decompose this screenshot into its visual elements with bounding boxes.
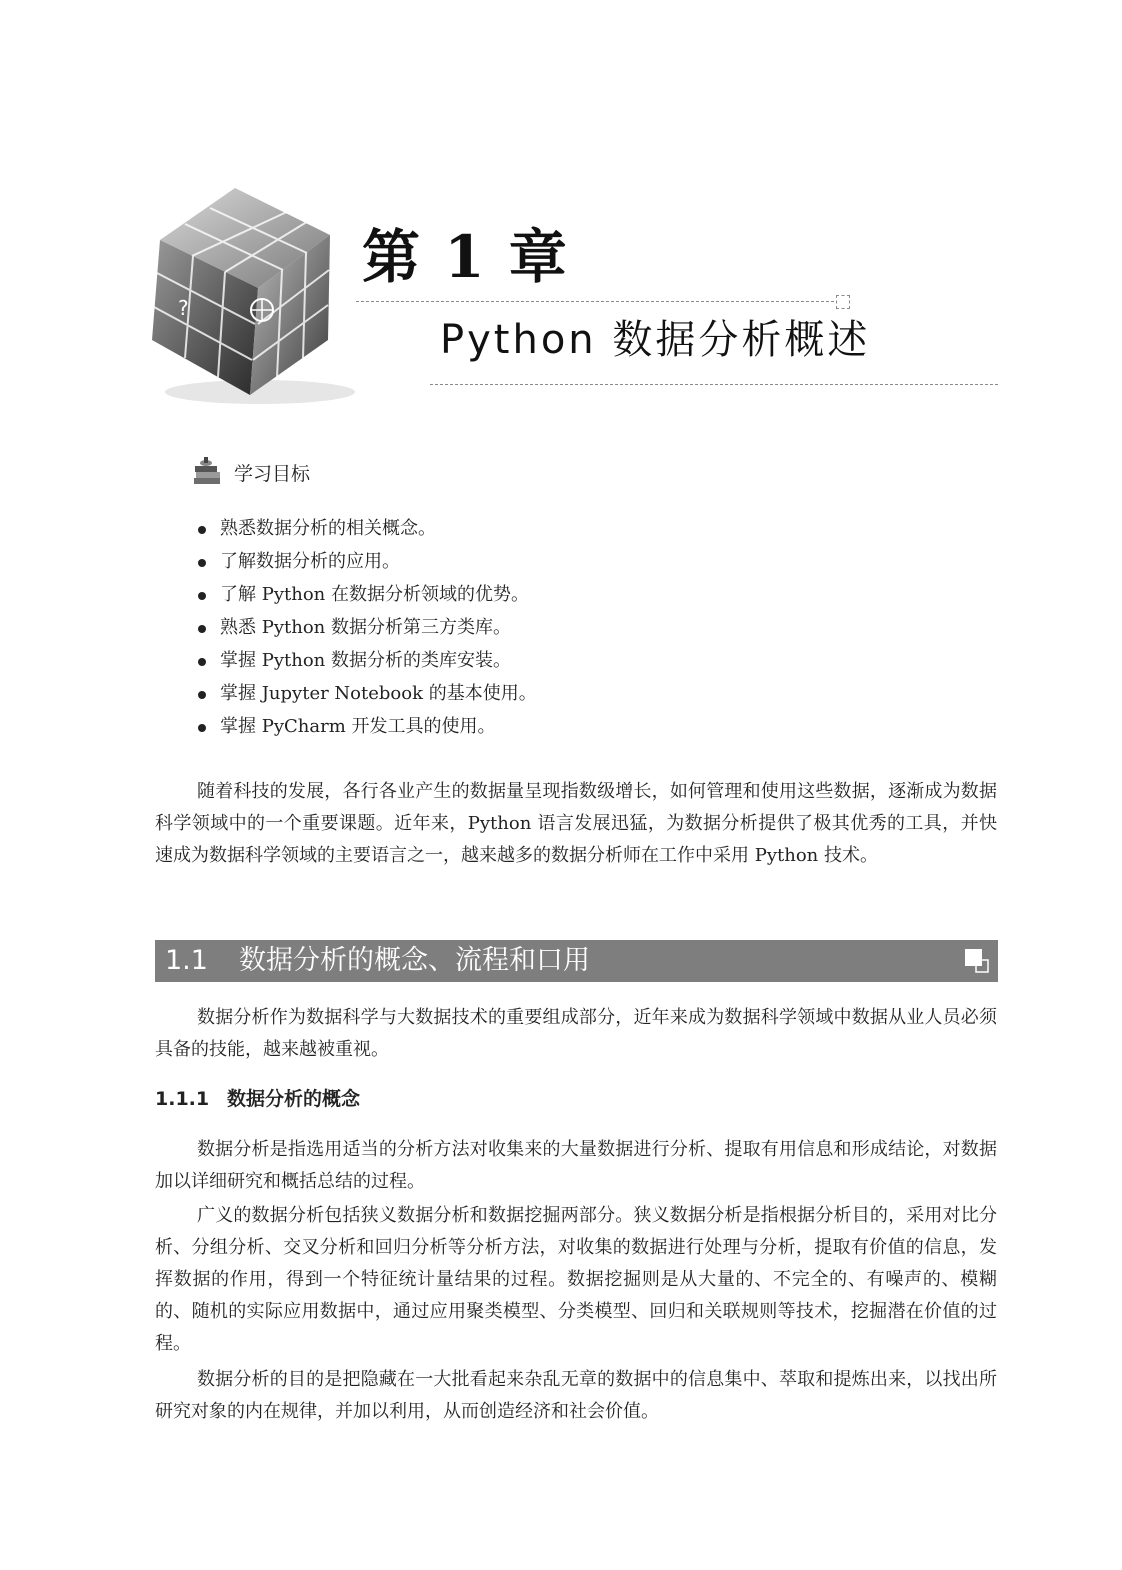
objective-item: 熟悉 Python 数据分析第三方类库。 bbox=[198, 611, 537, 644]
chapter-divider-top bbox=[356, 301, 834, 302]
objective-item: 掌握 Jupyter Notebook 的基本使用。 bbox=[198, 677, 537, 710]
subsection-number: 1.1.1 bbox=[155, 1088, 210, 1110]
body-paragraph: 数据分析的目的是把隐藏在一大批看起来杂乱无章的数据中的信息集中、萃取和提炼出来，以找出所研究对象的内在规律，并加以利用，从而创造经济和社会价值。 bbox=[155, 1369, 997, 1422]
section-heading-bar bbox=[155, 940, 998, 982]
chapter-cube-illustration bbox=[140, 180, 370, 410]
body-paragraph: 广义的数据分析包括狭义数据分析和数据挖掘两部分。狭义数据分析是指根据分析目的，采用对比分析、分组分析、交叉分析和回归分析等分析方法，对收集的数据进行处理与分析，提取有价值的信息，发挥数据的作用，得到一个特征统计量结果的过程。数据挖掘则是从大量的、不完全的、有噪声的、模糊的、随机的实际应用数据中，通过应用聚类模型、分类模型、回归和关联规则等技术，挖掘潜在价值的过程。 bbox=[155, 1205, 997, 1354]
section-intro-paragraph: 数据分析作为数据科学与大数据技术的重要组成部分，近年来成为数据科学领域中数据从业人员必须具备的技能，越来越被重视。 bbox=[155, 1007, 997, 1060]
chapter-divider-bottom bbox=[430, 384, 998, 385]
objectives-heading bbox=[190, 454, 310, 490]
intro-paragraph: 随着科技的发展，各行各业产生的数据量呈现指数级增长，如何管理和使用这些数据，逐渐成为数据科学领域中的一个重要课题。近年来，Python 语言发展迅猛，为数据分析提供了极其优秀的工具，并快速成为数据科学领域的主要语言之一，越来越多的数据分析师在工作中采用 Python 技术。 bbox=[155, 781, 997, 866]
section-corner-icon bbox=[964, 948, 990, 974]
objectives-title: 学习目标 bbox=[234, 462, 311, 485]
chapter-title: Python 数据分析概述 bbox=[440, 317, 871, 363]
subsection-heading bbox=[155, 1084, 360, 1111]
corner-marker bbox=[836, 295, 850, 309]
body-paragraph: 数据分析是指选用适当的分析方法对收集来的大量数据进行分析、提取有用信息和形成结论，对数据加以详细研究和概括总结的过程。 bbox=[155, 1139, 997, 1192]
section-title: 数据分析的概念、流程和口用 bbox=[239, 945, 590, 976]
subsection-title: 数据分析的概念 bbox=[227, 1088, 361, 1110]
chapter-number: 第 1 章 bbox=[362, 223, 569, 291]
section-number: 1.1 bbox=[165, 945, 208, 976]
objectives-list bbox=[198, 512, 537, 743]
objective-item: 掌握 Python 数据分析的类库安装。 bbox=[198, 644, 537, 677]
objective-item: 了解 Python 在数据分析领域的优势。 bbox=[198, 578, 537, 611]
objective-item: 了解数据分析的应用。 bbox=[198, 545, 537, 578]
books-icon bbox=[190, 454, 226, 490]
objective-item: 熟悉数据分析的相关概念。 bbox=[198, 512, 537, 545]
objective-item: 掌握 PyCharm 开发工具的使用。 bbox=[198, 710, 537, 743]
svg-text:?: ? bbox=[178, 296, 189, 320]
